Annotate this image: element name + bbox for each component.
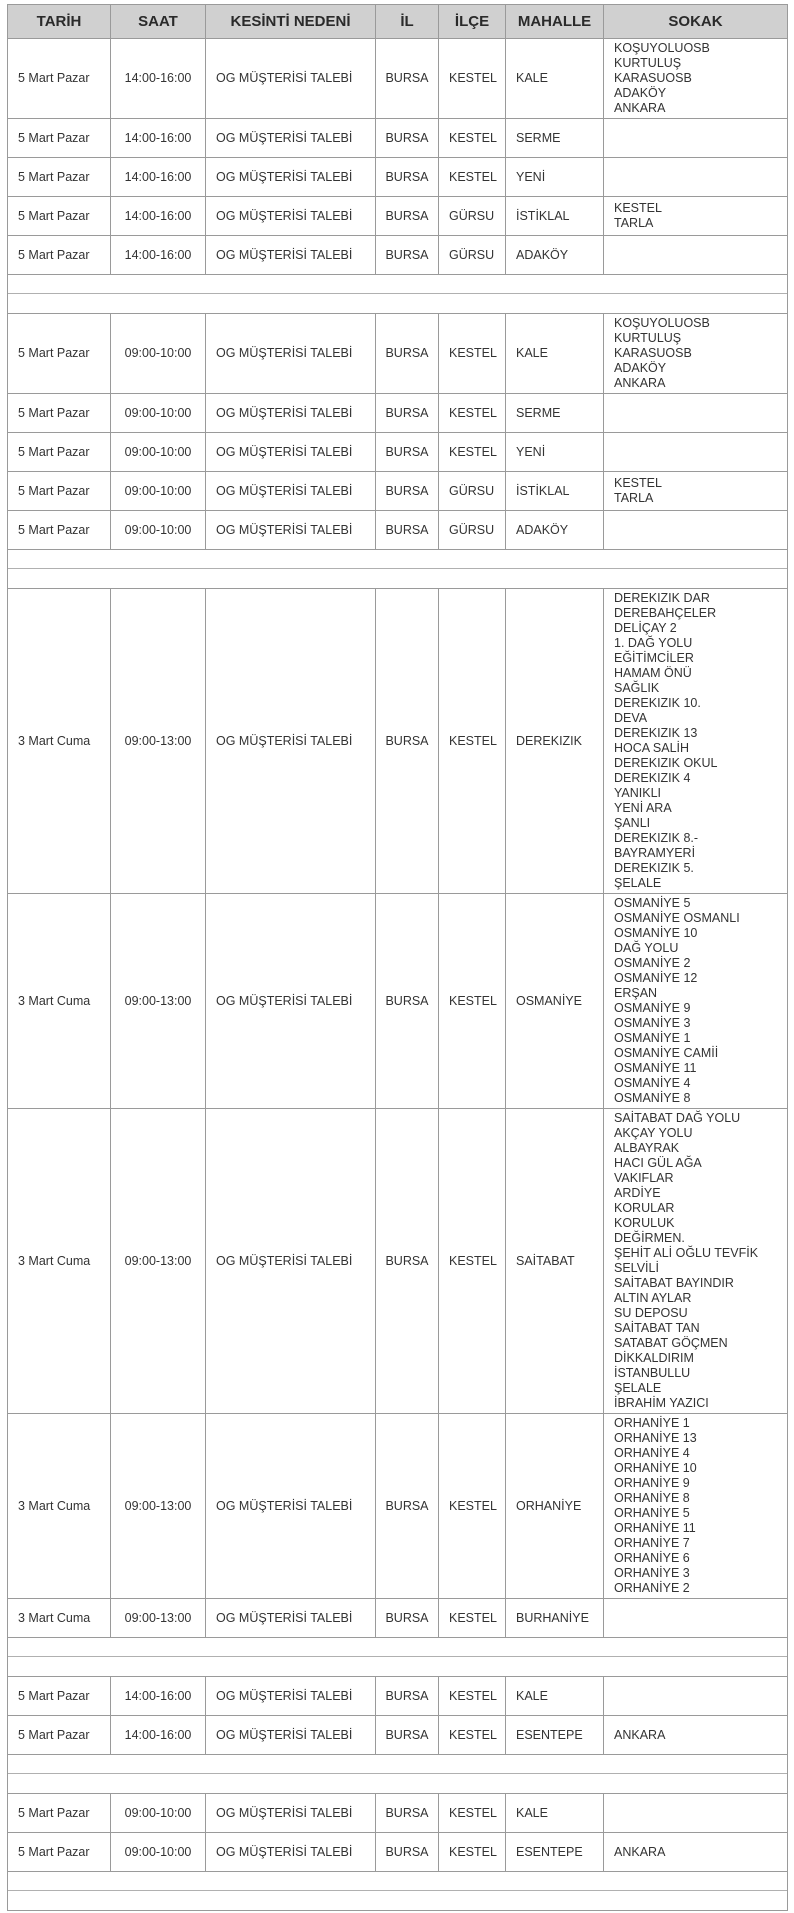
street-name: DEREKIZIK 13 bbox=[614, 726, 698, 740]
cell-kesinti-nedeni: OG MÜŞTERİSİ TALEBİ bbox=[206, 894, 376, 1109]
cell-saat: 09:00-10:00 bbox=[111, 433, 206, 472]
street-name: OSMANİYE 5 bbox=[614, 896, 691, 910]
header-ilce: İLÇE bbox=[439, 5, 506, 39]
cell-kesinti-nedeni: OG MÜŞTERİSİ TALEBİ bbox=[206, 589, 376, 894]
cell-sokak bbox=[604, 1716, 788, 1755]
cell-sokak bbox=[604, 433, 788, 472]
street-name: SAİTABAT TAN bbox=[614, 1321, 700, 1335]
street-name: KURTULUŞ bbox=[614, 56, 682, 70]
cell-il: BURSA bbox=[376, 1599, 439, 1638]
street-name: ANKARA bbox=[614, 376, 666, 390]
cell-mahalle: KALE bbox=[506, 1677, 604, 1716]
street-name: ŞELALE bbox=[614, 876, 662, 890]
table-row bbox=[8, 197, 788, 236]
cell-il: BURSA bbox=[376, 314, 439, 394]
street-name: OSMANİYE 11 bbox=[614, 1061, 697, 1075]
table-row bbox=[8, 894, 788, 1109]
table-row bbox=[8, 1716, 788, 1755]
cell-ilce: KESTEL bbox=[439, 1677, 506, 1716]
cell-mahalle: SERME bbox=[506, 394, 604, 433]
cell-saat: 14:00-16:00 bbox=[111, 39, 206, 119]
street-name: ORHANİYE 2 bbox=[614, 1581, 690, 1595]
street-name: ORHANİYE 5 bbox=[614, 1506, 690, 1520]
street-name: OSMANİYE 10 bbox=[614, 926, 698, 940]
street-name: VAKIFLAR bbox=[614, 1171, 674, 1185]
cell-saat: 09:00-13:00 bbox=[111, 1109, 206, 1414]
street-name: OSMANİYE 1 bbox=[614, 1031, 691, 1045]
cell-mahalle: KALE bbox=[506, 39, 604, 119]
table-row bbox=[8, 1599, 788, 1638]
cell-ilce: KESTEL bbox=[439, 1599, 506, 1638]
spacer-row bbox=[8, 275, 788, 314]
street-name: DELİÇAY 2 bbox=[614, 621, 677, 635]
cell-tarih: 5 Mart Pazar bbox=[8, 472, 111, 511]
cell-kesinti-nedeni: OG MÜŞTERİSİ TALEBİ bbox=[206, 1414, 376, 1599]
cell-tarih: 3 Mart Cuma bbox=[8, 1599, 111, 1638]
street-name: TARLA bbox=[614, 491, 654, 505]
street-name: ANKARA bbox=[614, 101, 666, 115]
table-row bbox=[8, 39, 788, 119]
cell-tarih: 3 Mart Cuma bbox=[8, 1109, 111, 1414]
street-name: HOCA SALİH bbox=[614, 741, 690, 755]
cell-tarih: 5 Mart Pazar bbox=[8, 433, 111, 472]
cell-il: BURSA bbox=[376, 1794, 439, 1833]
cell-ilce: KESTEL bbox=[439, 314, 506, 394]
cell-sokak bbox=[604, 1414, 788, 1599]
header-tarih: TARİH bbox=[8, 5, 111, 39]
cell-kesinti-nedeni: OG MÜŞTERİSİ TALEBİ bbox=[206, 119, 376, 158]
cell-tarih: 5 Mart Pazar bbox=[8, 1833, 111, 1872]
street-name: ERŞAN bbox=[614, 986, 658, 1000]
cell-kesinti-nedeni: OG MÜŞTERİSİ TALEBİ bbox=[206, 1677, 376, 1716]
spacer-divider bbox=[8, 1656, 787, 1657]
street-name: KOŞUYOLUOSB bbox=[614, 316, 710, 330]
table-row bbox=[8, 589, 788, 894]
cell-kesinti-nedeni: OG MÜŞTERİSİ TALEBİ bbox=[206, 394, 376, 433]
cell-mahalle: BURHANİYE bbox=[506, 1599, 604, 1638]
street-name: 1. DAĞ YOLU bbox=[614, 636, 693, 650]
street-name: DEREKIZIK 4 bbox=[614, 771, 691, 785]
street-name: TARLA bbox=[614, 216, 654, 230]
cell-kesinti-nedeni: OG MÜŞTERİSİ TALEBİ bbox=[206, 1109, 376, 1414]
spacer-cell bbox=[8, 1638, 788, 1677]
table-row bbox=[8, 1414, 788, 1599]
cell-il: BURSA bbox=[376, 1833, 439, 1872]
header-il: İL bbox=[376, 5, 439, 39]
cell-kesinti-nedeni: OG MÜŞTERİSİ TALEBİ bbox=[206, 1716, 376, 1755]
street-name: ADAKÖY bbox=[614, 361, 667, 375]
spacer-divider bbox=[8, 1890, 787, 1891]
street-name: SU DEPOSU bbox=[614, 1306, 688, 1320]
table-row bbox=[8, 472, 788, 511]
street-name: ORHANİYE 4 bbox=[614, 1446, 690, 1460]
street-name: ORHANİYE 13 bbox=[614, 1431, 697, 1445]
header-sokak: SOKAK bbox=[604, 5, 788, 39]
cell-sokak bbox=[604, 119, 788, 158]
header-saat: SAAT bbox=[111, 5, 206, 39]
cell-sokak bbox=[604, 236, 788, 275]
cell-tarih: 5 Mart Pazar bbox=[8, 119, 111, 158]
table-row bbox=[8, 314, 788, 394]
street-name: KORULUK bbox=[614, 1216, 675, 1230]
cell-tarih: 5 Mart Pazar bbox=[8, 1677, 111, 1716]
street-name: ORHANİYE 8 bbox=[614, 1491, 690, 1505]
spacer-row bbox=[8, 1755, 788, 1794]
street-name: SELVİLİ bbox=[614, 1261, 659, 1275]
street-name: ORHANİYE 6 bbox=[614, 1551, 690, 1565]
street-name: DEREKIZIK 5. bbox=[614, 861, 694, 875]
table-row bbox=[8, 1677, 788, 1716]
street-name: HAMAM ÖNÜ bbox=[614, 666, 692, 680]
street-name: OSMANİYE 9 bbox=[614, 1001, 691, 1015]
street-name: İSTANBULLU bbox=[614, 1366, 691, 1380]
street-name: ŞANLI bbox=[614, 816, 651, 830]
cell-kesinti-nedeni: OG MÜŞTERİSİ TALEBİ bbox=[206, 314, 376, 394]
cell-il: BURSA bbox=[376, 1414, 439, 1599]
street-name: SAĞLIK bbox=[614, 681, 660, 695]
cell-saat: 14:00-16:00 bbox=[111, 236, 206, 275]
cell-mahalle: ESENTEPE bbox=[506, 1833, 604, 1872]
cell-tarih: 5 Mart Pazar bbox=[8, 236, 111, 275]
street-name: OSMANİYE OSMANLI bbox=[614, 911, 740, 925]
header-mahalle: MAHALLE bbox=[506, 5, 604, 39]
cell-saat: 09:00-13:00 bbox=[111, 1599, 206, 1638]
cell-sokak bbox=[604, 589, 788, 894]
spacer-cell bbox=[8, 1755, 788, 1794]
cell-ilce: KESTEL bbox=[439, 1716, 506, 1755]
cell-mahalle: ADAKÖY bbox=[506, 511, 604, 550]
cell-il: BURSA bbox=[376, 511, 439, 550]
cell-il: BURSA bbox=[376, 589, 439, 894]
cell-saat: 14:00-16:00 bbox=[111, 158, 206, 197]
cell-il: BURSA bbox=[376, 894, 439, 1109]
cell-tarih: 5 Mart Pazar bbox=[8, 394, 111, 433]
table-row bbox=[8, 1109, 788, 1414]
outage-table bbox=[7, 4, 788, 1911]
cell-tarih: 5 Mart Pazar bbox=[8, 511, 111, 550]
street-name: SATABAT GÖÇMEN bbox=[614, 1336, 728, 1350]
street-name: ANKARA bbox=[614, 1844, 666, 1859]
table-row bbox=[8, 433, 788, 472]
cell-il: BURSA bbox=[376, 1677, 439, 1716]
cell-sokak bbox=[604, 1599, 788, 1638]
cell-il: BURSA bbox=[376, 158, 439, 197]
spacer-cell bbox=[8, 275, 788, 314]
street-name: OSMANİYE 12 bbox=[614, 971, 698, 985]
table-row bbox=[8, 158, 788, 197]
cell-sokak bbox=[604, 511, 788, 550]
cell-sokak bbox=[604, 314, 788, 394]
spacer-divider bbox=[8, 293, 787, 294]
street-name: OSMANİYE 3 bbox=[614, 1016, 691, 1030]
cell-mahalle: ESENTEPE bbox=[506, 1716, 604, 1755]
cell-saat: 09:00-10:00 bbox=[111, 1833, 206, 1872]
cell-saat: 09:00-10:00 bbox=[111, 1794, 206, 1833]
street-name: ADAKÖY bbox=[614, 86, 667, 100]
street-name: DAĞ YOLU bbox=[614, 941, 679, 955]
street-name: HACI GÜL AĞA bbox=[614, 1156, 702, 1170]
cell-ilce: KESTEL bbox=[439, 158, 506, 197]
cell-ilce: GÜRSU bbox=[439, 236, 506, 275]
cell-kesinti-nedeni: OG MÜŞTERİSİ TALEBİ bbox=[206, 39, 376, 119]
cell-kesinti-nedeni: OG MÜŞTERİSİ TALEBİ bbox=[206, 1794, 376, 1833]
street-name: OSMANİYE 2 bbox=[614, 956, 691, 970]
street-name: ŞELALE bbox=[614, 1381, 662, 1395]
street-name: DEĞİRMEN. bbox=[614, 1231, 685, 1245]
cell-il: BURSA bbox=[376, 433, 439, 472]
street-name: OSMANİYE CAMİİ bbox=[614, 1046, 719, 1060]
street-name: İBRAHİM YAZICI bbox=[614, 1396, 709, 1410]
cell-ilce: GÜRSU bbox=[439, 511, 506, 550]
street-name: ORHANİYE 1 bbox=[614, 1416, 690, 1430]
street-name: EĞİTİMCİLER bbox=[614, 651, 694, 665]
cell-sokak bbox=[604, 1109, 788, 1414]
street-name: DEVA bbox=[614, 711, 648, 725]
street-name: SAİTABAT DAĞ YOLU bbox=[614, 1111, 741, 1125]
street-name: KESTEL bbox=[614, 476, 662, 490]
cell-mahalle: YENİ bbox=[506, 158, 604, 197]
cell-kesinti-nedeni: OG MÜŞTERİSİ TALEBİ bbox=[206, 158, 376, 197]
cell-ilce: KESTEL bbox=[439, 119, 506, 158]
cell-tarih: 5 Mart Pazar bbox=[8, 158, 111, 197]
cell-il: BURSA bbox=[376, 236, 439, 275]
cell-mahalle: ORHANİYE bbox=[506, 1414, 604, 1599]
cell-sokak bbox=[604, 197, 788, 236]
cell-kesinti-nedeni: OG MÜŞTERİSİ TALEBİ bbox=[206, 1833, 376, 1872]
cell-saat: 14:00-16:00 bbox=[111, 197, 206, 236]
cell-saat: 09:00-10:00 bbox=[111, 511, 206, 550]
spacer-row bbox=[8, 1872, 788, 1911]
spacer-cell bbox=[8, 1872, 788, 1911]
cell-ilce: GÜRSU bbox=[439, 197, 506, 236]
cell-il: BURSA bbox=[376, 394, 439, 433]
cell-ilce: KESTEL bbox=[439, 1794, 506, 1833]
cell-ilce: KESTEL bbox=[439, 589, 506, 894]
street-name: DEREKIZIK DAR bbox=[614, 591, 710, 605]
table-header bbox=[8, 5, 788, 39]
cell-kesinti-nedeni: OG MÜŞTERİSİ TALEBİ bbox=[206, 472, 376, 511]
cell-il: BURSA bbox=[376, 197, 439, 236]
street-name: ANKARA bbox=[614, 1727, 666, 1742]
street-name: ALBAYRAK bbox=[614, 1141, 680, 1155]
street-name: KARASUOSB bbox=[614, 346, 692, 360]
cell-kesinti-nedeni: OG MÜŞTERİSİ TALEBİ bbox=[206, 1599, 376, 1638]
cell-saat: 09:00-10:00 bbox=[111, 314, 206, 394]
table-row bbox=[8, 511, 788, 550]
spacer-divider bbox=[8, 568, 787, 569]
cell-saat: 09:00-13:00 bbox=[111, 1414, 206, 1599]
cell-saat: 09:00-10:00 bbox=[111, 394, 206, 433]
cell-mahalle: İSTİKLAL bbox=[506, 472, 604, 511]
cell-sokak bbox=[604, 1794, 788, 1833]
street-name: DEREKIZIK 8.- bbox=[614, 831, 699, 845]
cell-mahalle: ADAKÖY bbox=[506, 236, 604, 275]
cell-ilce: KESTEL bbox=[439, 1833, 506, 1872]
street-name: BAYRAMYERİ bbox=[614, 846, 696, 860]
cell-sokak bbox=[604, 158, 788, 197]
cell-ilce: KESTEL bbox=[439, 39, 506, 119]
cell-sokak bbox=[604, 894, 788, 1109]
street-name: DEREBAHÇELER bbox=[614, 606, 717, 620]
street-name: ARDİYE bbox=[614, 1186, 661, 1200]
cell-tarih: 5 Mart Pazar bbox=[8, 314, 111, 394]
cell-tarih: 5 Mart Pazar bbox=[8, 1716, 111, 1755]
cell-mahalle: OSMANİYE bbox=[506, 894, 604, 1109]
cell-ilce: GÜRSU bbox=[439, 472, 506, 511]
cell-ilce: KESTEL bbox=[439, 894, 506, 1109]
street-name: YENİ ARA bbox=[614, 801, 672, 815]
cell-il: BURSA bbox=[376, 472, 439, 511]
cell-saat: 14:00-16:00 bbox=[111, 119, 206, 158]
cell-sokak bbox=[604, 39, 788, 119]
cell-ilce: KESTEL bbox=[439, 433, 506, 472]
cell-kesinti-nedeni: OG MÜŞTERİSİ TALEBİ bbox=[206, 197, 376, 236]
spacer-row bbox=[8, 1638, 788, 1677]
table-body bbox=[8, 39, 788, 1911]
spacer-divider bbox=[8, 1773, 787, 1774]
street-name: ORHANİYE 10 bbox=[614, 1461, 697, 1475]
cell-tarih: 3 Mart Cuma bbox=[8, 894, 111, 1109]
street-name: ŞEHİT ALİ OĞLU TEVFİK bbox=[614, 1246, 759, 1260]
table-row bbox=[8, 394, 788, 433]
cell-tarih: 5 Mart Pazar bbox=[8, 39, 111, 119]
cell-il: BURSA bbox=[376, 119, 439, 158]
street-name: ORHANİYE 11 bbox=[614, 1521, 696, 1535]
cell-mahalle: DEREKIZIK bbox=[506, 589, 604, 894]
cell-sokak bbox=[604, 394, 788, 433]
cell-saat: 09:00-13:00 bbox=[111, 894, 206, 1109]
street-name: ORHANİYE 9 bbox=[614, 1476, 690, 1490]
street-name: OSMANİYE 4 bbox=[614, 1076, 691, 1090]
cell-il: BURSA bbox=[376, 1716, 439, 1755]
cell-mahalle: İSTİKLAL bbox=[506, 197, 604, 236]
street-name: ALTIN AYLAR bbox=[614, 1291, 692, 1305]
street-name: SAİTABAT BAYINDIR bbox=[614, 1276, 734, 1290]
cell-ilce: KESTEL bbox=[439, 1414, 506, 1599]
table-row bbox=[8, 236, 788, 275]
street-name: DİKKALDIRIM bbox=[614, 1351, 694, 1365]
street-name: AKÇAY YOLU bbox=[614, 1126, 693, 1140]
street-name: ORHANİYE 7 bbox=[614, 1536, 690, 1550]
cell-mahalle: YENİ bbox=[506, 433, 604, 472]
header-kesinti-nedeni: KESİNTİ NEDENİ bbox=[206, 5, 376, 39]
cell-saat: 14:00-16:00 bbox=[111, 1677, 206, 1716]
table-row bbox=[8, 1833, 788, 1872]
cell-kesinti-nedeni: OG MÜŞTERİSİ TALEBİ bbox=[206, 236, 376, 275]
cell-mahalle: KALE bbox=[506, 314, 604, 394]
street-name: YANIKLI bbox=[614, 786, 662, 800]
cell-sokak bbox=[604, 472, 788, 511]
street-name: DEREKIZIK OKUL bbox=[614, 756, 718, 770]
street-name: KORULAR bbox=[614, 1201, 675, 1215]
street-name: KOŞUYOLUOSB bbox=[614, 41, 710, 55]
cell-tarih: 3 Mart Cuma bbox=[8, 589, 111, 894]
street-name: KARASUOSB bbox=[614, 71, 692, 85]
spacer-row bbox=[8, 550, 788, 589]
table-row bbox=[8, 1794, 788, 1833]
cell-kesinti-nedeni: OG MÜŞTERİSİ TALEBİ bbox=[206, 511, 376, 550]
street-name: ORHANİYE 3 bbox=[614, 1566, 690, 1580]
cell-sokak bbox=[604, 1677, 788, 1716]
street-name: DEREKIZIK 10. bbox=[614, 696, 701, 710]
street-name: KESTEL bbox=[614, 201, 662, 215]
cell-il: BURSA bbox=[376, 1109, 439, 1414]
cell-tarih: 3 Mart Cuma bbox=[8, 1414, 111, 1599]
street-name: KURTULUŞ bbox=[614, 331, 682, 345]
cell-mahalle: SERME bbox=[506, 119, 604, 158]
cell-kesinti-nedeni: OG MÜŞTERİSİ TALEBİ bbox=[206, 433, 376, 472]
table-row bbox=[8, 119, 788, 158]
cell-il: BURSA bbox=[376, 39, 439, 119]
cell-mahalle: SAİTABAT bbox=[506, 1109, 604, 1414]
cell-tarih: 5 Mart Pazar bbox=[8, 1794, 111, 1833]
cell-mahalle: KALE bbox=[506, 1794, 604, 1833]
cell-sokak bbox=[604, 1833, 788, 1872]
cell-saat: 09:00-10:00 bbox=[111, 472, 206, 511]
cell-ilce: KESTEL bbox=[439, 1109, 506, 1414]
cell-ilce: KESTEL bbox=[439, 394, 506, 433]
spacer-cell bbox=[8, 550, 788, 589]
street-name: OSMANİYE 8 bbox=[614, 1091, 691, 1105]
cell-tarih: 5 Mart Pazar bbox=[8, 197, 111, 236]
cell-saat: 14:00-16:00 bbox=[111, 1716, 206, 1755]
cell-saat: 09:00-13:00 bbox=[111, 589, 206, 894]
